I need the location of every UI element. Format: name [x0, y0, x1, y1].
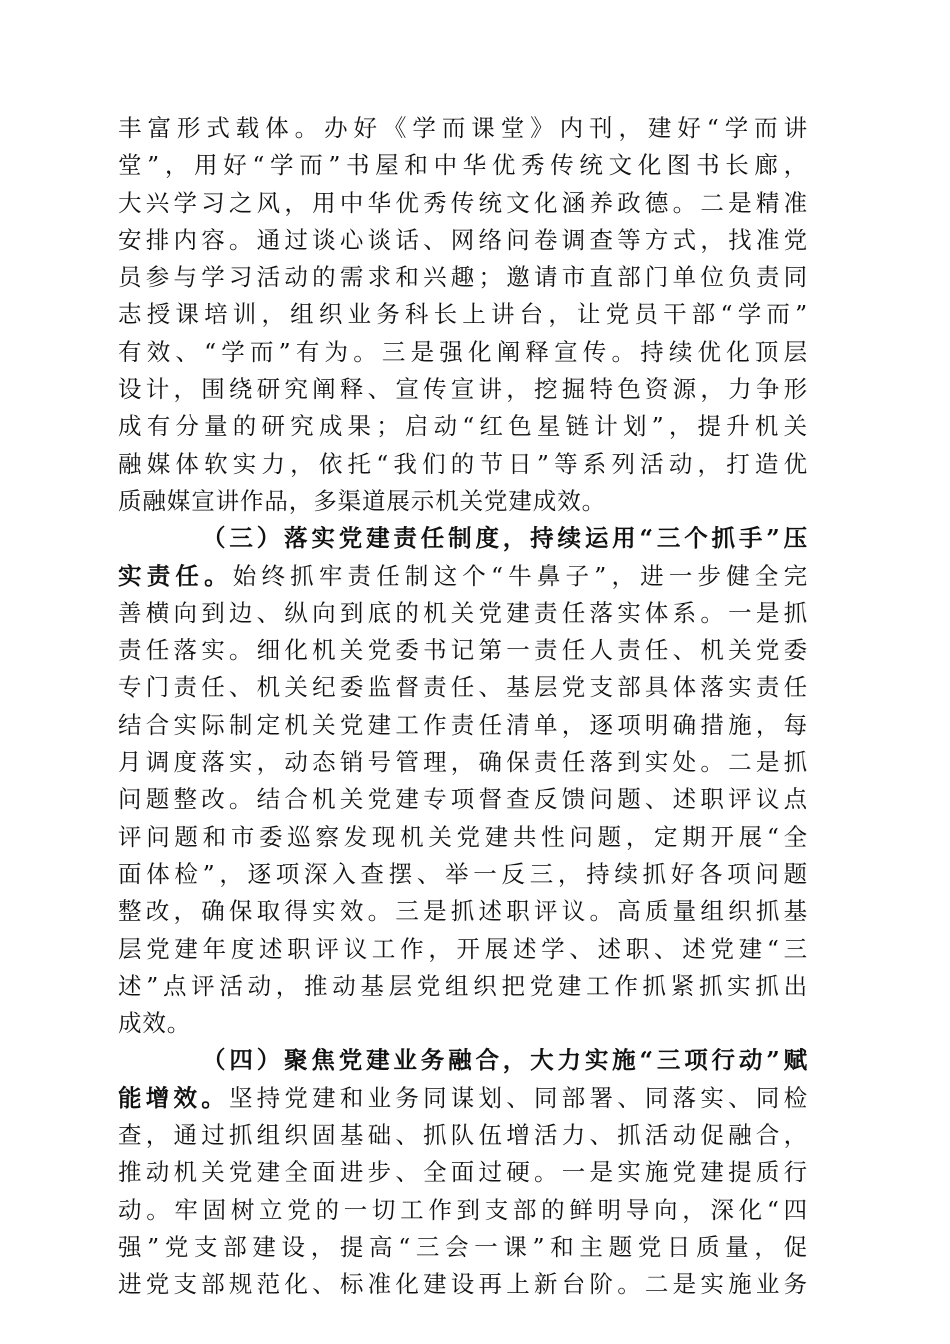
document-body: [118, 110, 808, 1304]
text-line: 进党支部规范化、标准化建设再上新台阶。二是实施业务: [118, 1270, 808, 1299]
text-line: 月调度落实，动态销号管理，确保责任落到实处。二是抓: [118, 748, 808, 777]
text-line: 专门责任、机关纪委监督责任、基层党支部具体落实责任: [118, 673, 808, 702]
text-line: 能增效。坚持党建和业务同谋划、同部署、同落实、同检: [118, 1083, 808, 1112]
text-line: 动。牢固树立党的一切工作到支部的鲜明导向，深化“四: [118, 1195, 808, 1224]
text-line: 层党建年度述职评议工作，开展述学、述职、述党建“三: [118, 934, 808, 963]
text-line: 员参与学习活动的需求和兴趣；邀请市直部门单位负责同: [118, 263, 808, 292]
text-line: 评问题和市委巡察发现机关党建共性问题，定期开展“全: [118, 822, 808, 851]
text-line: 大兴学习之风，用中华优秀传统文化涵养政德。二是精准: [118, 188, 808, 217]
section-heading-4: （四）聚焦党建业务融合，大力实施“三项行动”赋: [202, 1046, 808, 1075]
text-line: 推动机关党建全面进步、全面过硬。一是实施党建提质行: [118, 1158, 808, 1187]
text-line: 责任落实。细化机关党委书记第一责任人责任、机关党委: [118, 636, 808, 665]
text-line: 设计，围绕研究阐释、宣传宣讲，挖掘特色资源，力争形: [118, 375, 808, 404]
text-line: 有效、“学而”有为。三是强化阐释宣传。持续优化顶层: [118, 337, 808, 366]
text-line: 成效。: [118, 1009, 192, 1038]
text-line: 查，通过抓组织固基础、抓队伍增活力、抓活动促融合，: [118, 1121, 808, 1150]
text-line: 实责任。始终抓牢责任制这个“牛鼻子”，进一步健全完: [118, 561, 808, 590]
text-line: 善横向到边、纵向到底的机关党建责任落实体系。一是抓: [118, 598, 808, 627]
text-line: 强”党支部建设，提高“三会一课”和主题党日质量，促: [118, 1232, 808, 1261]
text-line: 述”点评活动，推动基层党组织把党建工作抓紧抓实抓出: [118, 971, 808, 1000]
text-line: 结合实际制定机关党建工作责任清单，逐项明确措施，每: [118, 710, 808, 739]
section-heading-3: （三）落实党建责任制度，持续运用“三个抓手”压: [202, 524, 808, 553]
text-line: 质融媒宣讲作品，多渠道展示机关党建成效。: [118, 486, 606, 515]
text-line: 成有分量的研究成果；启动“红色星链计划”，提升机关: [118, 412, 808, 441]
text-line: 面体检”，逐项深入查摆、举一反三，持续抓好各项问题: [118, 859, 808, 888]
text-line: 整改，确保取得实效。三是抓述职评议。高质量组织抓基: [118, 897, 808, 926]
text-line: 堂”，用好“学而”书屋和中华优秀传统文化图书长廊，: [118, 151, 808, 180]
text-line: 问题整改。结合机关党建专项督查反馈问题、述职评议点: [118, 785, 808, 814]
text-line: 安排内容。通过谈心谈话、网络问卷调查等方式，找准党: [118, 225, 808, 254]
text-line: 融媒体软实力，依托“我们的节日”等系列活动，打造优: [118, 449, 808, 478]
text-line: 丰富形式载体。办好《学而课堂》内刊，建好“学而讲: [118, 114, 808, 142]
text-line: 志授课培训，组织业务科长上讲台，让党员干部“学而”: [118, 300, 808, 329]
